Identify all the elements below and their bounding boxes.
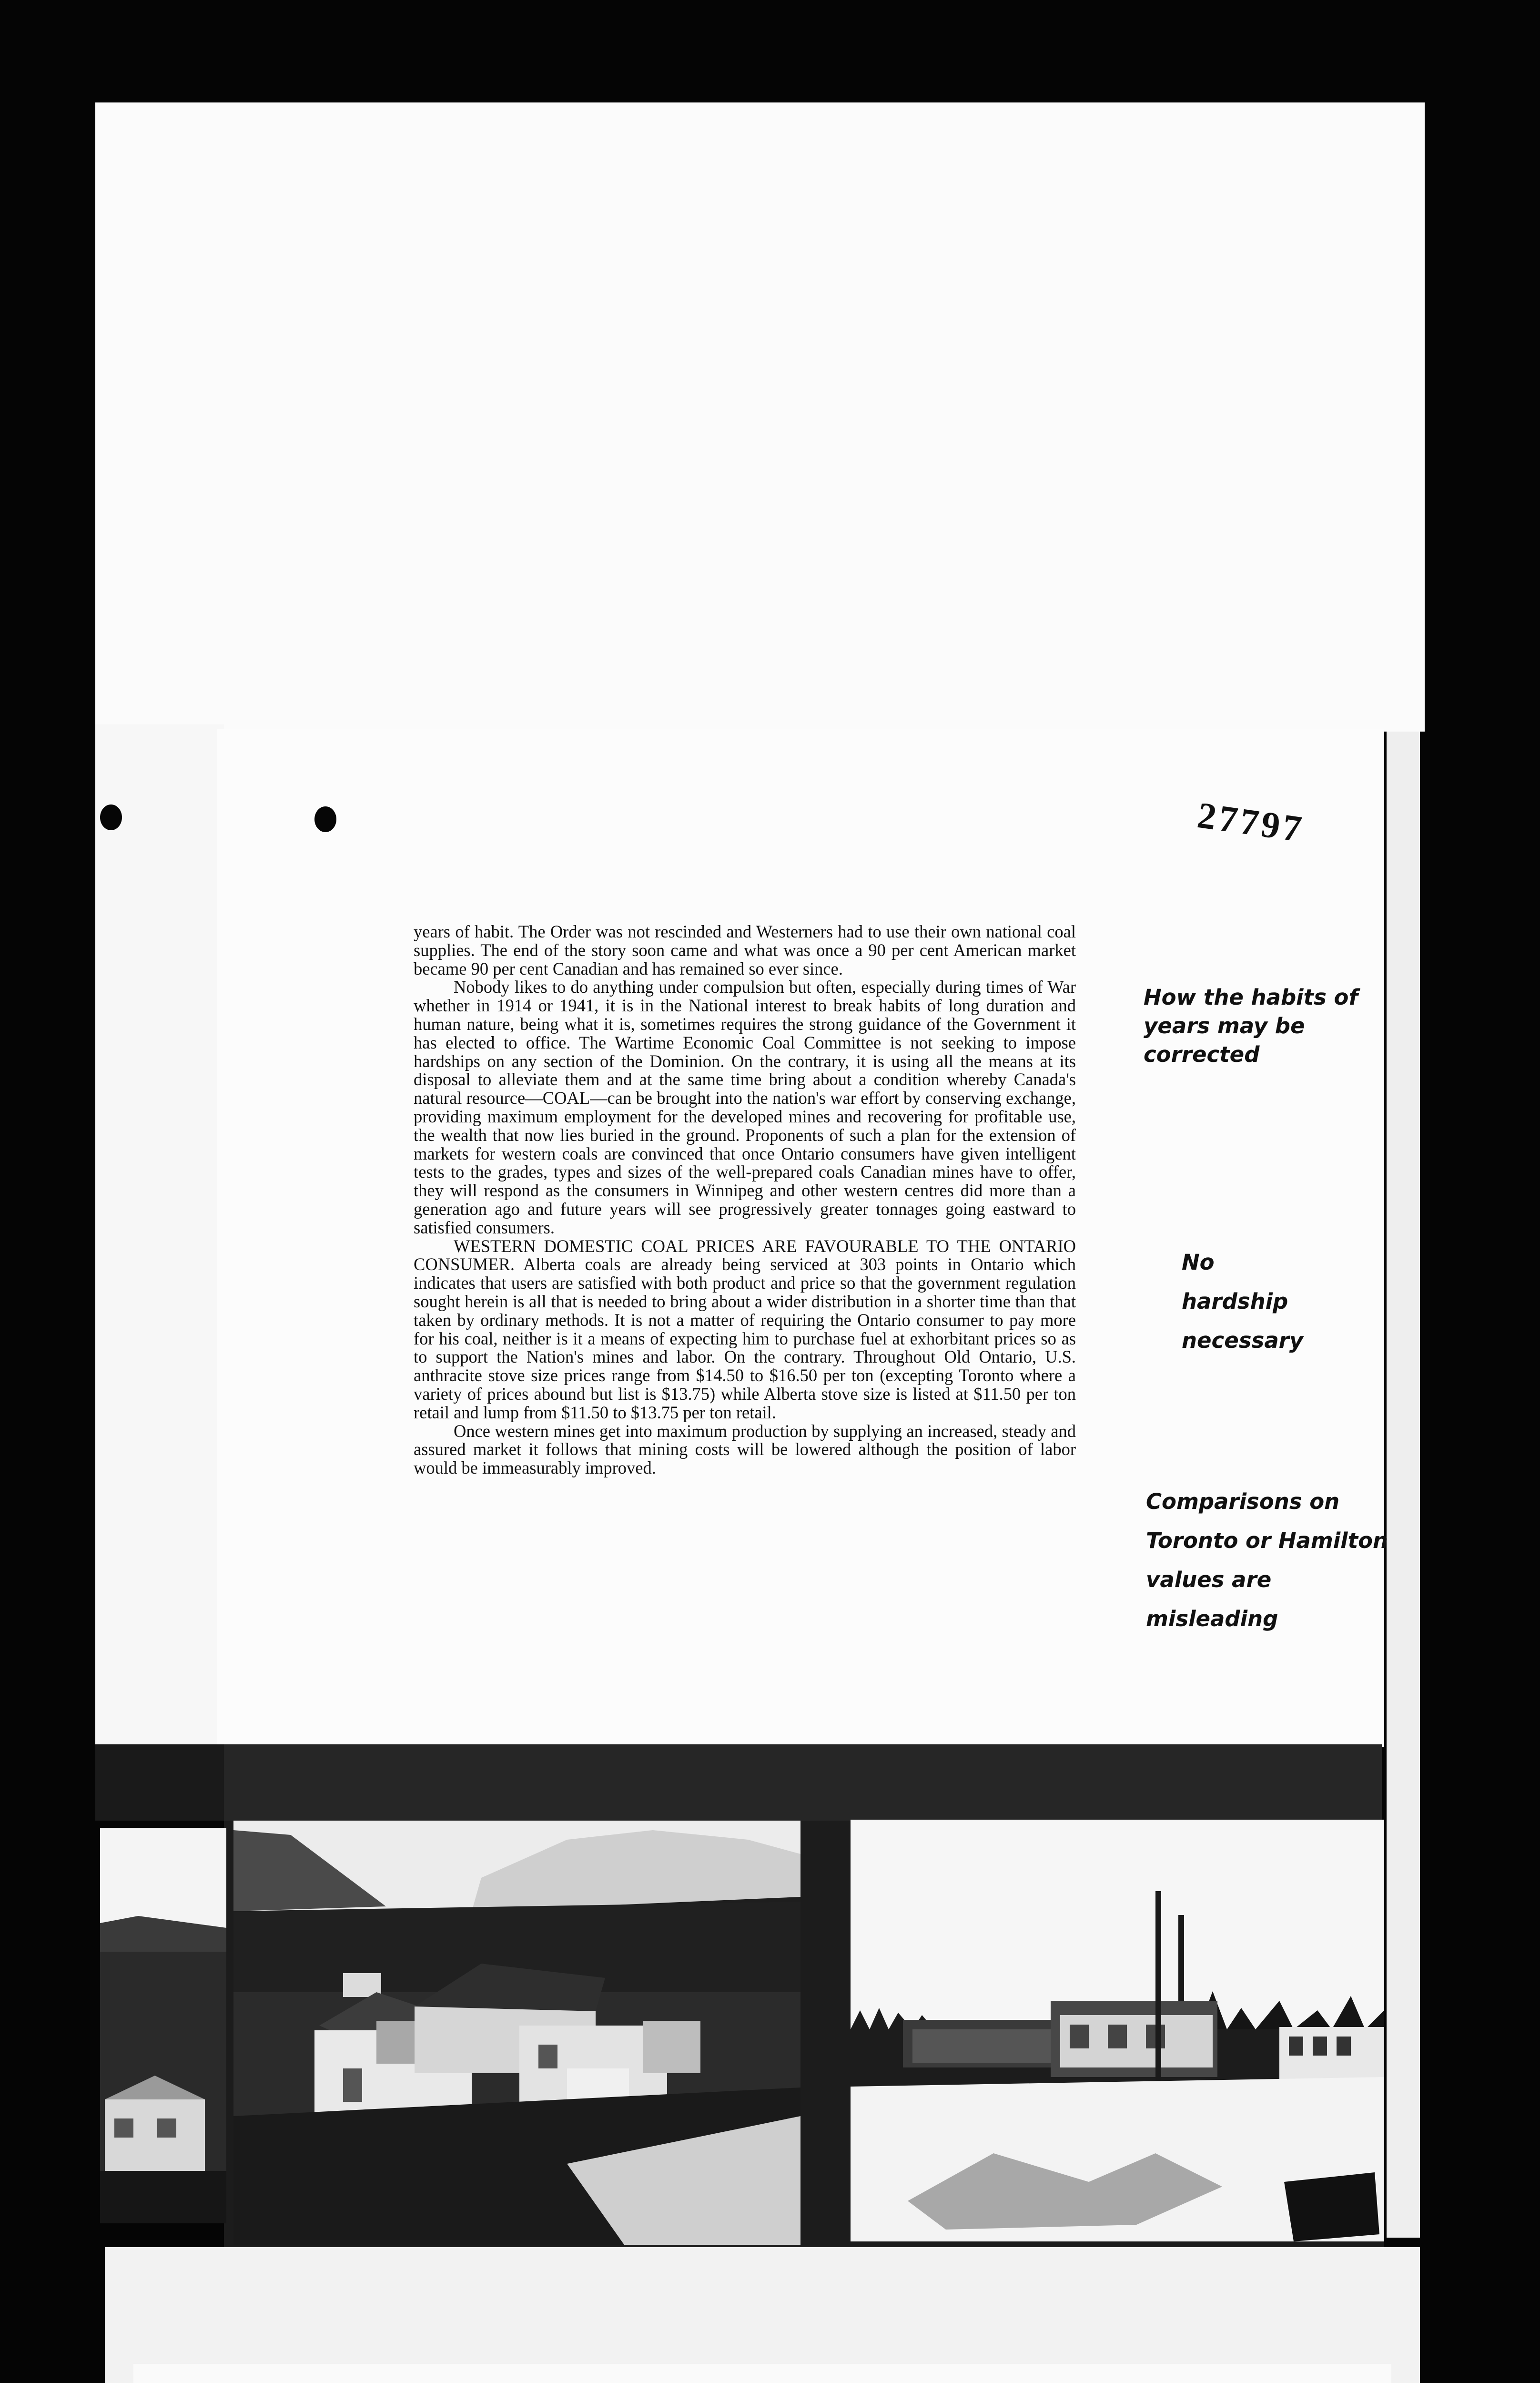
mine-buildings-photo bbox=[233, 1821, 800, 2245]
photo-band bbox=[95, 1744, 1382, 1821]
underlying-page-strip bbox=[95, 724, 224, 1754]
paragraph: WESTERN DOMESTIC COAL PRICES ARE FAVOURABLE TO THE ONTARIO CONSUMER. Alberta coals are already being serviced at 303 points in Ontario which indicates that users are satisfied with both product and price so that the government regulation sought herein is all that is needed to bring about a wider distribution in a shorter time than that taken by ordinary methods. It is not a matter of requiring the Ontario consumer to pay more for his coal, neither is it a means of expecting him to purchase fuel at exhorbitant prices so as to support the Nation's mines and labor. On the contrary. Throughout Old Ontario, U.S. anthracite stove size prices range from $14.50 to $16.50 per ton (excepting Toronto where a variety of prices abound but list is $13.75) while Alberta stove size is listed at $11.50 per ton retail and lump from $11.50 to $13.75 per ton retail. bbox=[414, 1236, 1076, 1422]
margin-note: Comparisons on Toronto or Hamilton values are misleading bbox=[1146, 1489, 1388, 1631]
paragraph: Nobody likes to do anything under compulsion but often, especially during times of War whether in 1914 or 1941, it is in the National interest to break habits of long duration and human nature, being what it is, sometimes requires the strong guidance of the Government it has elected to office. The Wartime Economic Coal Committee is not seeking to impose hardships on any section of the Dominion. On the contrary, it is using all the means at its disposal to alleviate them and at the same time bring about a condition whereby Canada's natural resource—COAL—can be brought into the nation's war effort by conserving exchange, providing maximum employment for the developed mines and recovering for profitable use, the wealth that now lies buried in the ground. Proponents of such a plan for the extension of markets for western coals are convinced that once Ontario consumers have given intelligent tests to the grades, types and sizes of the well-prepared coals Canadian mines have to offer, they will respond as the consumers in Winnipeg and other western centres did more than a generation ago and future years will see progressively greater tonnages going eastward to satisfied consumers. bbox=[414, 977, 1076, 1237]
blank-sheet bbox=[95, 102, 1425, 732]
paragraph: Once western mines get into maximum production by supplying an increased, steady and assured market it follows that mining costs will be lowered although the position of labor would be immeasurably improved. bbox=[414, 1421, 1076, 1478]
page-number: 27797 bbox=[1195, 794, 1307, 850]
section-heading: WESTERN DOMESTIC COAL PRICES ARE FAVOURABLE TO THE ONTARIO CONSUMER. bbox=[414, 1236, 1076, 1274]
label-backing bbox=[105, 2247, 1420, 2383]
archive-label bbox=[133, 2364, 1391, 2383]
punch-hole bbox=[100, 805, 122, 830]
partial-building-photo bbox=[100, 1828, 226, 2223]
margin-note: How the habits of years may be corrected bbox=[1144, 985, 1358, 1067]
punch-hole bbox=[314, 806, 336, 832]
margin-note: No hardship necessary bbox=[1182, 1250, 1304, 1353]
paragraph: years of habit. The Order was not rescinded and Westerners had to use their own national coal supplies. The end of the story soon came and what was once a 90 per cent American market became 90 per cent Canadian and has remained so ever since. bbox=[414, 922, 1076, 978]
body-text bbox=[414, 923, 1076, 1477]
mining-camp-winter-photo bbox=[851, 1820, 1384, 2241]
